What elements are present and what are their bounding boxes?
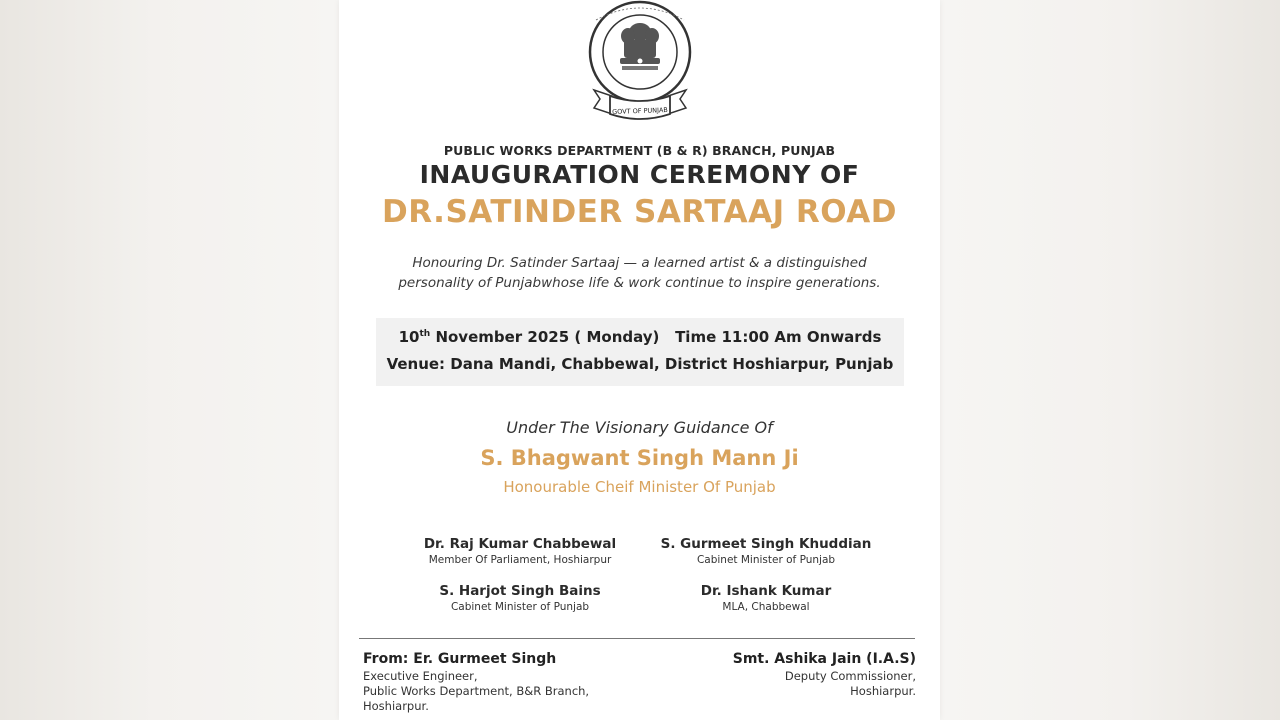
event-details-box [376,318,904,386]
tribute-line-1: Honouring Dr. Satinder Sartaaj — a learned artist & a distinguished [412,255,867,271]
date-suffix: th [419,329,431,339]
date-day: 10 [398,328,420,346]
dignitary-name: Dr. Ishank Kumar [700,583,832,599]
from-line-2: Public Works Department, B&R Branch, [363,684,590,698]
dignitary-name: S. Harjot Singh Bains [439,583,601,599]
govt-of-punjab-emblem [582,0,698,126]
title-line-1: INAUGURATION CEREMONY OF [419,160,860,189]
footer-divider [359,638,915,639]
invitation-card [339,0,940,720]
guidance-label: Under The Visionary Guidance Of [506,418,773,437]
from-line-1: Executive Engineer, [363,669,478,683]
dignitary-3 [390,583,650,613]
dignitary-role: Member Of Parliament, Hoshiarpur [428,554,612,566]
dignitary-2 [636,536,896,566]
dignitary-role: Cabinet Minister of Punjab [450,601,590,613]
date-rest: November 2025 ( Monday) Time 11:00 Am Onwards [430,328,882,346]
chief-minister-name: S. Bhagwant Singh Mann Ji [480,446,799,470]
tribute-text [339,253,940,293]
department-name: PUBLIC WORKS DEPARTMENT (B & R) BRANCH, PUNJAB [443,143,836,158]
dignitary-role: MLA, Chabbewal [722,601,810,613]
dignitary-name: S. Gurmeet Singh Khuddian [660,536,872,552]
event-venue: Venue: Dana Mandi, Chabbewal, District Hoshiarpur, Punjab [386,355,894,373]
from-block [363,652,589,714]
dc-name: Smt. Ashika Jain (I.A.S) [732,651,916,667]
dignitary-name: Dr. Raj Kumar Chabbewal [423,536,617,552]
from-name: From: Er. Gurmeet Singh [363,651,557,667]
event-date-time [376,328,904,346]
dignitary-1 [390,536,650,566]
deputy-commissioner-block [733,652,916,699]
dignitary-4 [636,583,896,613]
title-line-2: DR.SATINDER SARTAAJ ROAD [381,194,898,230]
dignitary-role: Cabinet Minister of Punjab [696,554,836,566]
ribbon-text: GOVT OF PUNJAB [611,106,668,116]
dc-line-2: Hoshiarpur. [850,684,916,698]
dc-line-1: Deputy Commissioner, [784,669,916,683]
tribute-line-2: personality of Punjabwhose life & work continue to inspire generations. [398,275,881,291]
from-line-3: Hoshiarpur. [363,699,429,713]
chief-minister-role: Honourable Cheif Minister Of Punjab [503,478,776,496]
